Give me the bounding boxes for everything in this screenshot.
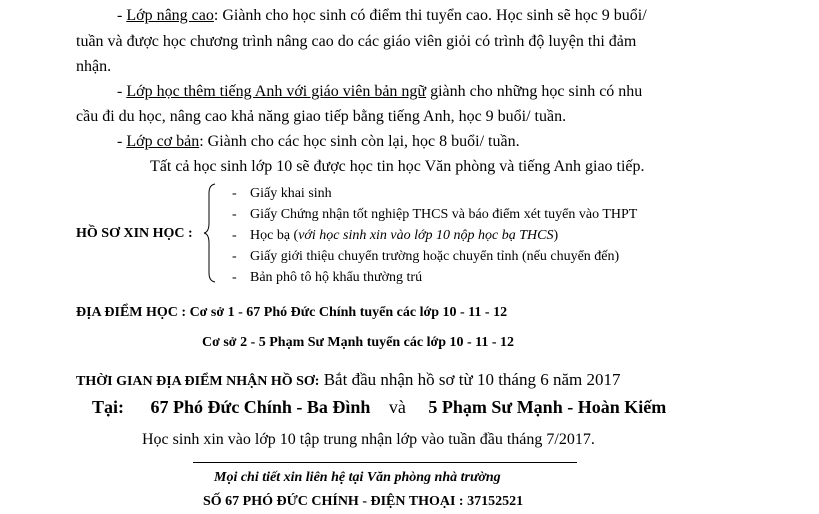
doc-item: - Học bạ (với học sinh xin vào lớp 10 nộp học bạ THCS): [232, 228, 559, 243]
advanced-class-desc: : Giành cho học sinh có điểm thi tuyển cao. Học sinh sẽ học 9 buổi/: [213, 7, 647, 24]
time-label: THỜI GIAN ĐỊA ĐIỂM NHẬN HỒ SƠ:: [76, 374, 320, 389]
brace-icon: [203, 183, 217, 283]
address-2: 5 Phạm Sư Mạnh - Hoàn Kiếm: [428, 397, 667, 417]
doc-item: - Giấy giới thiệu chuyển trường hoặc chuyển tỉnh (nếu chuyển đến): [232, 249, 620, 264]
english-class-line-1: - Lớp học thêm tiếng Anh với giáo viên bản ngữ giành cho những học sinh có nhu: [117, 83, 643, 100]
application-docs-label: HỒ SƠ XIN HỌC :: [76, 226, 193, 241]
doc-item: - Giấy khai sinh: [232, 186, 332, 201]
address-line: Tại: 67 Phó Đức Chính - Ba Đình và 5 Phạm Sư Mạnh - Hoàn Kiếm: [92, 397, 667, 417]
english-class-desc: giành cho những học sinh có nhu: [426, 83, 643, 100]
basic-class-label: Lớp cơ bản: [126, 133, 200, 150]
basic-class-desc: : Giành cho các học sinh còn lại, học 8 buổi/ tuần.: [199, 133, 520, 150]
footer-contact: Mọi chi tiết xin liên hệ tại Văn phòng nhà trường: [214, 470, 501, 485]
time-line: [76, 370, 621, 392]
doc-item: - Bản phô tô hộ khẩu thường trú: [232, 270, 423, 285]
advanced-class-line-3: nhận.: [76, 58, 112, 75]
notice-line: Học sinh xin vào lớp 10 tập trung nhận lớp vào tuần đầu tháng 7/2017.: [142, 431, 595, 448]
advanced-class-line-1: - Lớp nâng cao: Giành cho học sinh có điểm thi tuyển cao. Học sinh sẽ học 9 buổi/: [117, 7, 647, 24]
advanced-class-line-2: tuần và được học chương trình nâng cao do các giáo viên giỏi có trình độ luyện thi đảm: [76, 33, 637, 50]
location-line-1: [76, 303, 507, 323]
footer-address: SỐ 67 PHÓ ĐỨC CHÍNH - ĐIỆN THOẠI : 37152521: [203, 494, 524, 509]
location-label: ĐỊA ĐIỂM HỌC :: [76, 305, 190, 320]
advanced-class-label: Lớp nâng cao: [126, 7, 214, 24]
english-class-line-2: cầu đi du học, nâng cao khả năng giao tiếp bằng tiếng Anh, học 9 buổi/ tuần.: [76, 108, 567, 125]
campus-1: Cơ sở 1 - 67 Phó Đức Chính tuyển các lớp 10 - 11 - 12: [189, 305, 508, 320]
campus-2: Cơ sở 2 - 5 Phạm Sư Mạnh tuyển các lớp 10 - 11 - 12: [202, 335, 515, 350]
english-class-label: Lớp học thêm tiếng Anh với giáo viên bản ngữ: [126, 83, 427, 100]
divider: [193, 462, 577, 463]
basic-class-line: - Lớp cơ bản: Giành cho các học sinh còn lại, học 8 buổi/ tuần.: [117, 133, 520, 150]
address-1: 67 Phó Đức Chính - Ba Đình: [150, 397, 371, 417]
doc-item: - Giấy Chứng nhận tốt nghiệp THCS và báo điểm xét tuyển vào THPT: [232, 207, 638, 222]
all-students-line: Tất cả học sinh lớp 10 sẽ được học tin học Văn phòng và tiếng Anh giao tiếp.: [150, 158, 645, 175]
time-value: Bắt đầu nhận hồ sơ từ 10 tháng 6 năm 2017: [319, 370, 621, 389]
